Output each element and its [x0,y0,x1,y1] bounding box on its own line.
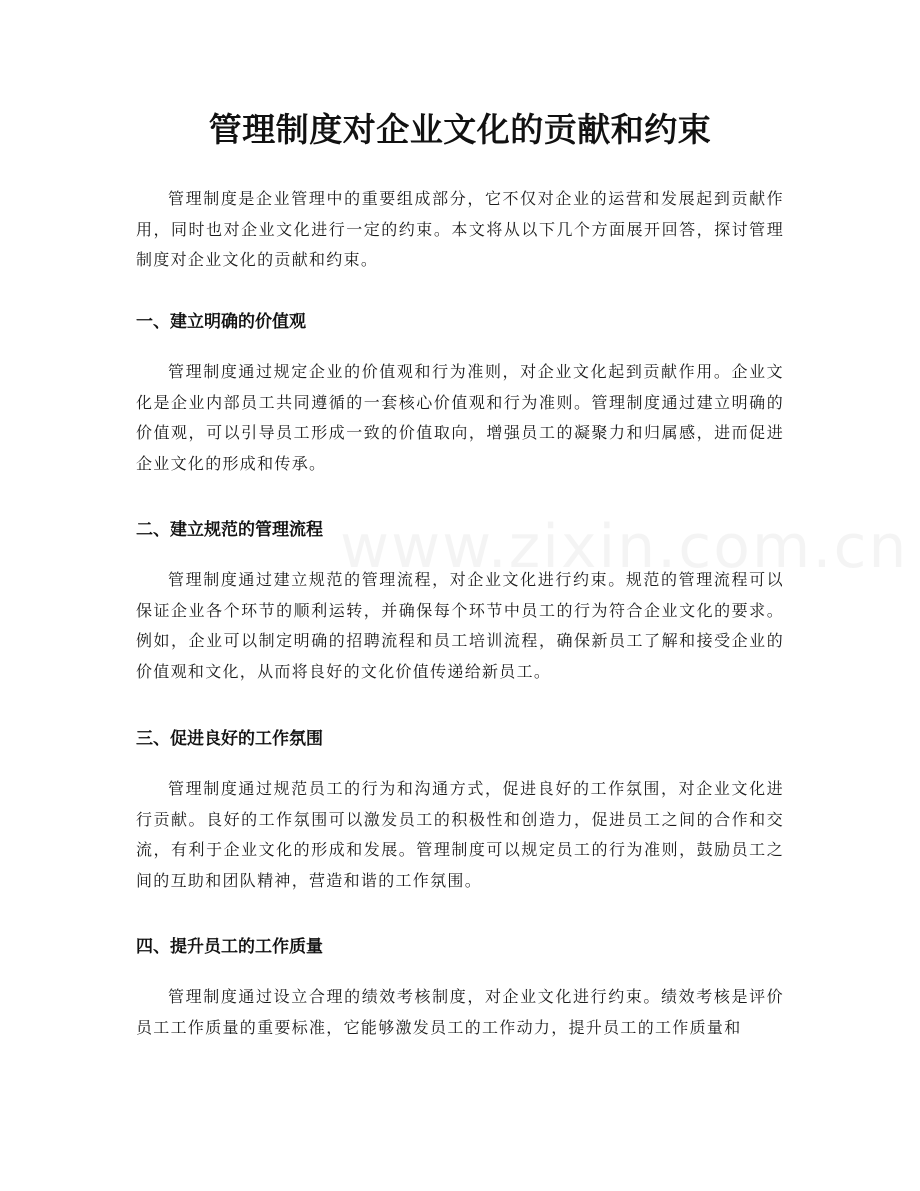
intro-paragraph: 管理制度是企业管理中的重要组成部分，它不仅对企业的运营和发展起到贡献作用，同时也对企业文化进行一定的约束。本文将从以下几个方面展开回答，探讨管理制度对企业文化的贡献和约束。 [136,189,784,269]
section-body-1: 管理制度通过规定企业的价值观和行为准则，对企业文化起到贡献作用。企业文化是企业内部员工共同遵循的一套核心价值观和行为准则。管理制度通过建立明确的价值观，可以引导员工形成一致的价值取向，增强员工的凝聚力和归属感，进而促进企业文化的形成和传承。 [136,362,784,473]
section-body-4: 管理制度通过设立合理的绩效考核制度，对企业文化进行约束。绩效考核是评价员工工作质量的重要标准，它能够激发员工的工作动力，提升员工的工作质量和 [136,987,784,1037]
section-heading-3: 三、促进良好的工作氛围 [136,729,323,749]
section-heading-4: 四、提升员工的工作质量 [136,937,323,957]
section-heading-2: 二、建立规范的管理流程 [136,520,323,540]
section-body-3: 管理制度通过规范员工的行为和沟通方式，促进良好的工作氛围，对企业文化进行贡献。良好的工作氛围可以激发员工的积极性和创造力，促进员工之间的合作和交流，有利于企业文化的形成和发展。管理制度可以规定员工的行为准则，鼓励员工之间的互助和团队精神，营造和谐的工作氛围。 [136,779,784,890]
section-heading-1: 一、建立明确的价值观 [136,312,306,332]
document-title: 管理制度对企业文化的贡献和约束 [208,110,712,149]
section-body-2: 管理制度通过建立规范的管理流程，对企业文化进行约束。规范的管理流程可以保证企业各个环节的顺利运转，并确保每个环节中员工的行为符合企业文化的要求。例如，企业可以制定明确的招聘流程和员工培训流程，确保新员工了解和接受企业的价值观和文化，从而将良好的文化价值传递给新员工。 [136,570,784,681]
